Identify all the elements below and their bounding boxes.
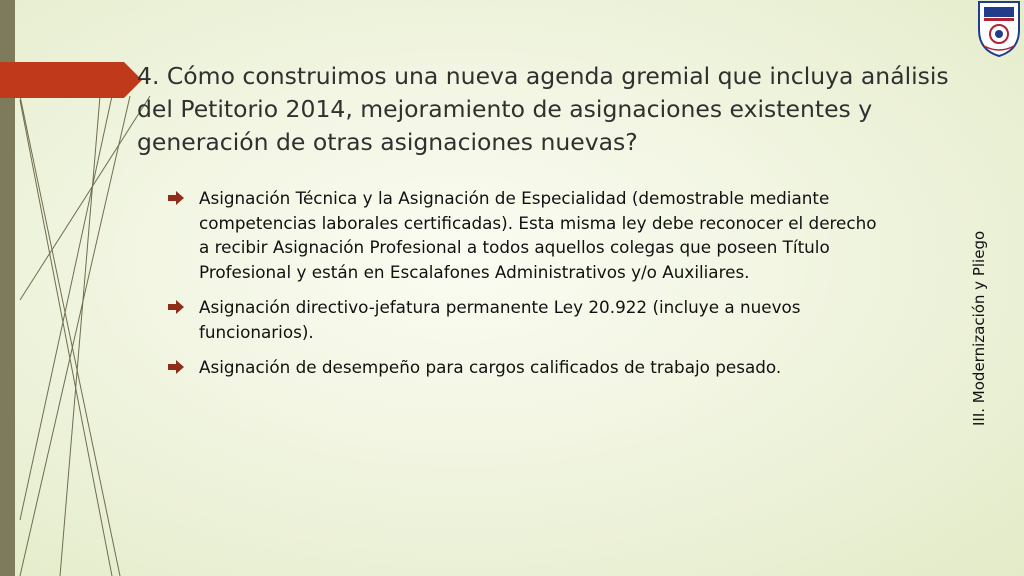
bullet-item <box>168 295 888 344</box>
bullet-item <box>168 355 888 380</box>
title-accent-shape <box>0 62 142 98</box>
institution-seal-logo <box>976 0 1022 58</box>
section-side-label: III. Modernización y Pliego <box>970 230 988 426</box>
arrow-bullet-icon <box>168 360 184 374</box>
bullet-list <box>168 186 888 391</box>
arrow-bullet-icon <box>168 191 184 205</box>
bullet-text: Asignación de desempeño para cargos calificados de trabajo pesado. <box>199 357 782 377</box>
bullet-text: Asignación directivo-jefatura permanente Ley 20.922 (incluye a nuevos funcionarios). <box>199 297 801 342</box>
bullet-text: Asignación Técnica y la Asignación de Especialidad (demostrable mediante competencias laborales certificadas). Esta misma ley debe reconocer el derecho a recibir Asignación Profesional a todos aquellos colegas que poseen Título Profesional y están en Escalafones Administrativos y/o Auxiliares. <box>199 188 877 282</box>
slide-title: 4. Cómo construimos una nueva agenda gremial que incluya análisis del Petitorio 2014, mejoramiento de asignaciones existentes y generación de otras asignaciones nuevas? <box>137 62 949 156</box>
bullet-item <box>168 186 888 284</box>
arrow-bullet-icon <box>168 300 184 314</box>
